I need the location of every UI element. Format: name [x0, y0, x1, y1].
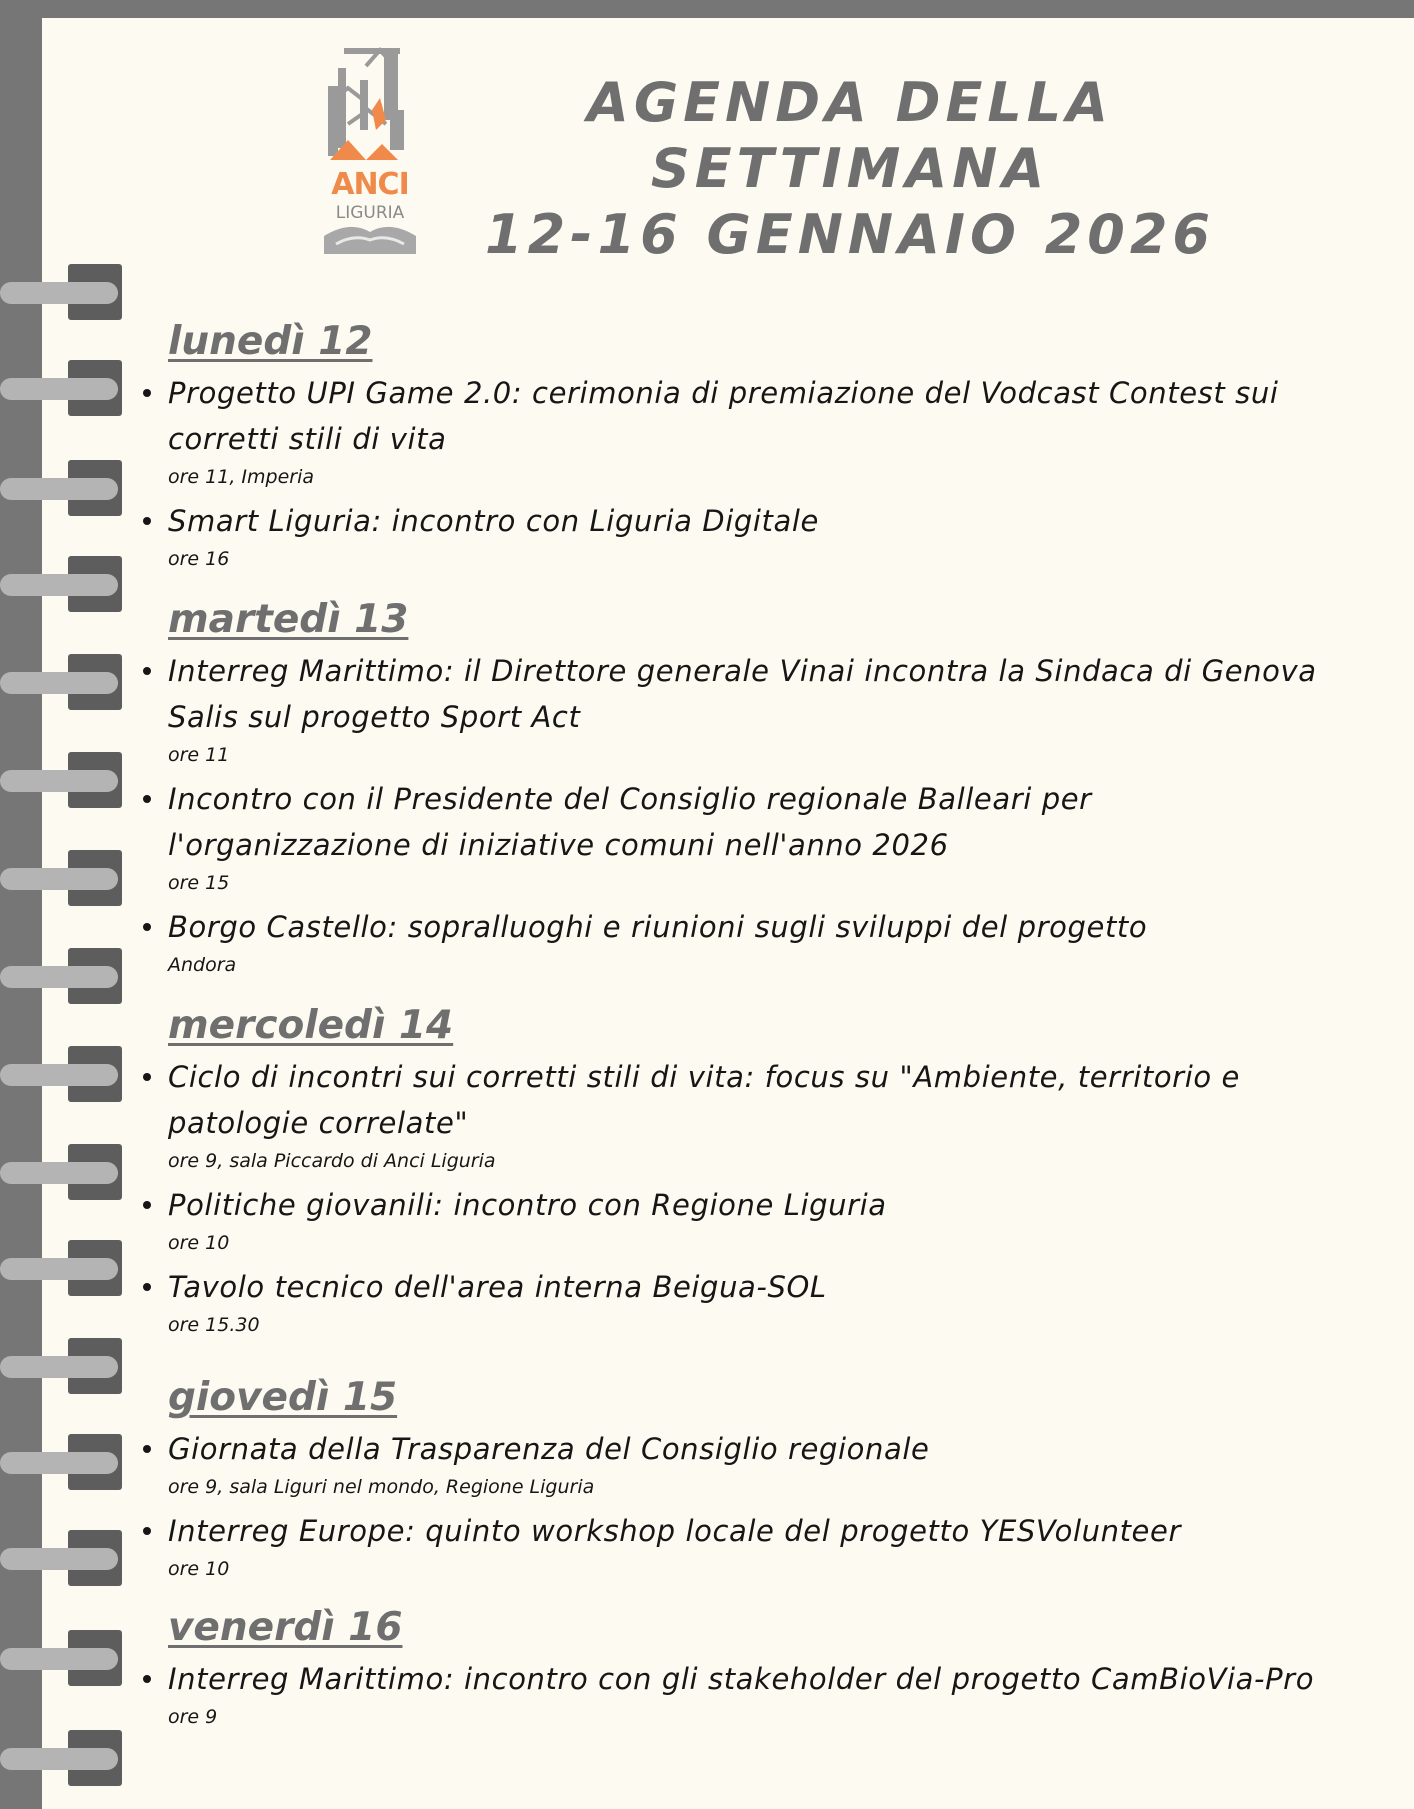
- binding-ring: [0, 1338, 130, 1394]
- event-item: [168, 904, 1338, 980]
- agenda-list: [168, 314, 1338, 1738]
- event-item: [168, 370, 1338, 492]
- binding-ring: [0, 460, 130, 516]
- title-line-1: AGENDA DELLA SETTIMANA: [587, 71, 1113, 200]
- event-title: Incontro con il Presidente del Consiglio regionale Balleari per l'organizzazione di iniziative comuni nell'anno 2026: [168, 782, 1092, 862]
- event-details: ore 11: [168, 744, 230, 766]
- event-item: [168, 776, 1338, 898]
- binding-ring: [0, 1630, 130, 1686]
- event-title: Interreg Marittimo: il Direttore generale Vinai incontra la Sindaca di Genova Salis sul progetto Sport Act: [168, 654, 1317, 734]
- binding-ring: [0, 360, 130, 416]
- event-details: ore 16: [168, 548, 230, 570]
- event-details: ore 15: [168, 872, 230, 894]
- notebook-binding: [0, 0, 130, 1809]
- binding-ring: [0, 556, 130, 612]
- title-line-2: 12-16 GENNAIO 2026: [485, 203, 1215, 266]
- event-item: [168, 498, 1338, 574]
- day-heading: venerdì 16: [168, 1605, 403, 1650]
- event-details: ore 9: [168, 1706, 218, 1728]
- event-list: [168, 1054, 1338, 1340]
- event-details: ore 11, Imperia: [168, 466, 315, 488]
- event-item: [168, 648, 1338, 770]
- event-list: [168, 370, 1338, 574]
- day-section: [168, 1370, 1338, 1584]
- event-item: [168, 1656, 1338, 1732]
- binding-ring: [0, 1730, 130, 1786]
- event-details: ore 10: [168, 1558, 230, 1580]
- binding-ring: [0, 1240, 130, 1296]
- day-section: [168, 592, 1338, 980]
- event-details: ore 10: [168, 1232, 230, 1254]
- event-item: [168, 1426, 1338, 1502]
- event-details: ore 15.30: [168, 1314, 260, 1336]
- binding-ring: [0, 948, 130, 1004]
- binding-ring: [0, 1530, 130, 1586]
- binding-ring: [0, 654, 130, 710]
- day-heading: mercoledì 14: [168, 1003, 454, 1048]
- day-section: [168, 314, 1338, 574]
- logo-liguria-text: LIGURIA: [335, 203, 405, 223]
- event-list: [168, 1426, 1338, 1584]
- binding-ring: [0, 1046, 130, 1102]
- logo-anci-text: ANCI: [331, 167, 409, 202]
- event-title: Progetto UPI Game 2.0: cerimonia di premiazione del Vodcast Contest sui corretti stili di vita: [168, 376, 1279, 456]
- event-title: Interreg Europe: quinto workshop locale del progetto YESVolunteer: [168, 1514, 1181, 1548]
- event-title: Interreg Marittimo: incontro con gli stakeholder del progetto CamBioVia-Pro: [168, 1662, 1315, 1696]
- event-title: Borgo Castello: sopralluoghi e riunioni sugli sviluppi del progetto: [168, 910, 1148, 944]
- event-details: ore 9, sala Piccardo di Anci Liguria: [168, 1150, 496, 1172]
- binding-ring: [0, 752, 130, 808]
- event-title: Ciclo di incontri sui corretti stili di vita: focus su "Ambiente, territorio e patologie correlate": [168, 1060, 1240, 1140]
- event-item: [168, 1054, 1338, 1176]
- event-list: [168, 648, 1338, 980]
- event-title: Politiche giovanili: incontro con Regione Liguria: [168, 1188, 887, 1222]
- event-details: Andora: [168, 954, 237, 976]
- event-title: Giornata della Trasparenza del Consiglio regionale: [168, 1432, 930, 1466]
- event-list: [168, 1656, 1338, 1732]
- day-section: [168, 998, 1338, 1340]
- page-title: [400, 70, 1300, 268]
- binding-ring: [0, 264, 130, 320]
- event-item: [168, 1264, 1338, 1340]
- event-title: Tavolo tecnico dell'area interna Beigua-SOL: [168, 1270, 827, 1304]
- binding-ring: [0, 850, 130, 906]
- day-heading: giovedì 15: [168, 1375, 398, 1420]
- event-item: [168, 1182, 1338, 1258]
- day-section: [168, 1600, 1338, 1732]
- binding-ring: [0, 1434, 130, 1490]
- event-title: Smart Liguria: incontro con Liguria Digitale: [168, 504, 819, 538]
- binding-ring: [0, 1144, 130, 1200]
- event-details: ore 9, sala Liguri nel mondo, Regione Liguria: [168, 1476, 595, 1498]
- day-heading: lunedì 12: [168, 319, 373, 364]
- day-heading: martedì 13: [168, 597, 409, 642]
- event-item: [168, 1508, 1338, 1584]
